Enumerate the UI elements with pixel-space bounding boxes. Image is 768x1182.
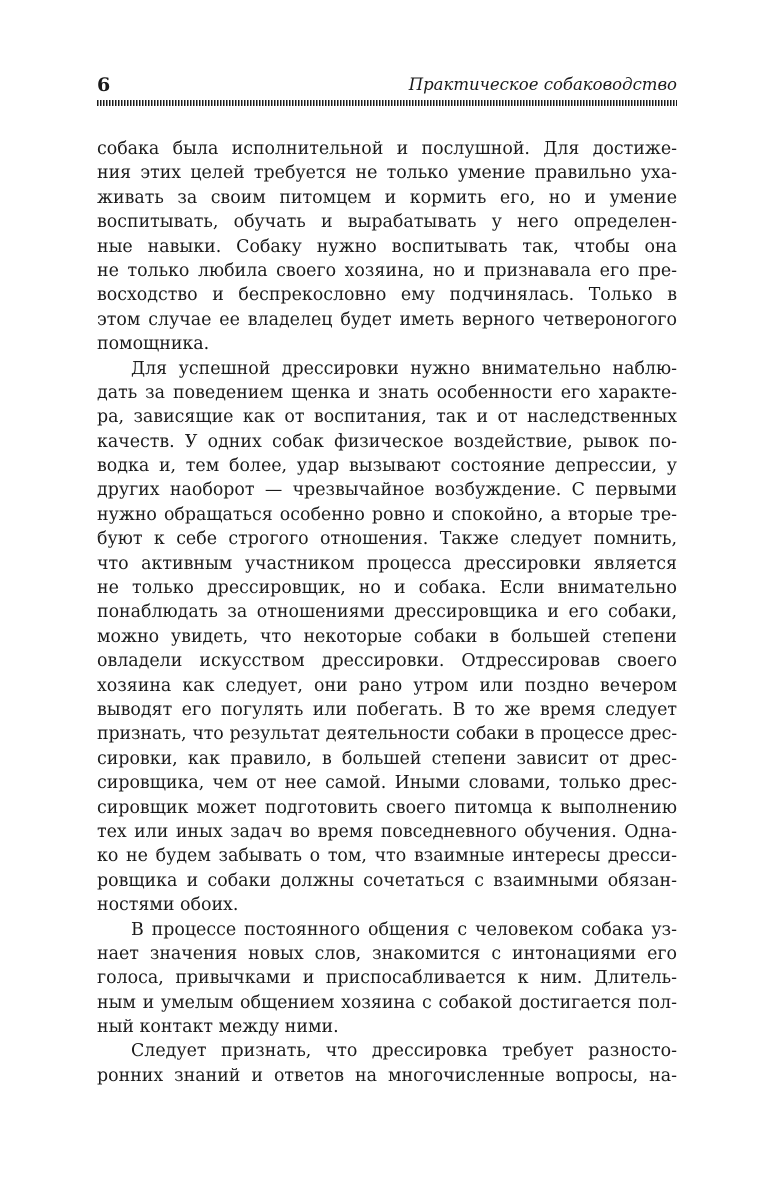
text-line: тех или иных задач во время повседневного обучения. Одна- <box>97 821 677 842</box>
text-line: понаблюдать за отношениями дрессировщика и его собаки, <box>97 602 677 623</box>
page-header <box>97 72 677 100</box>
text-line: выводят его погулять или побегать. В то же время следует <box>97 699 677 720</box>
text-line: ностями обоих. <box>97 895 239 916</box>
text-line: нает значения новых слов, знакомится с интонациями его <box>97 943 677 964</box>
header-rule <box>97 100 677 106</box>
text-line: водка и, тем более, удар вызывают состояние депрессии, у <box>97 456 677 477</box>
text-line: ный контакт между ними. <box>97 1017 339 1038</box>
text-line: ным и умелым общением хозяина с собакой достигается пол- <box>97 992 677 1013</box>
text-line: хозяина как следует, они рано утром или поздно вечером <box>97 675 677 696</box>
text-line: В процессе постоянного общения с человеком собака уз- <box>131 919 677 940</box>
text-line: ния этих целей требуется не только умение правильно уха- <box>97 163 677 184</box>
text-line: ронних знаний и ответов на многочисленные вопросы, на- <box>97 1065 677 1086</box>
text-line: что активным участником процесса дрессировки является <box>97 553 677 574</box>
text-line: не только дрессировщик, но и собака. Если внимательно <box>97 578 677 599</box>
text-line: собака была исполнительной и послушной. Для достиже- <box>97 139 677 159</box>
text-line: этом случае ее владелец будет иметь верного четвероногого <box>97 309 677 330</box>
running-title: Практическое собаководство <box>408 75 677 94</box>
body-text <box>97 137 677 1088</box>
text-line: других наоборот — чрезвычайное возбуждение. С первыми <box>97 480 677 501</box>
text-line: сировщик может подготовить своего питомца к выполнению <box>97 797 677 818</box>
text-line: дать за поведением щенка и знать особенности его характе- <box>97 382 677 403</box>
text-line: Следует признать, что дрессировка требует разносто- <box>131 1041 677 1062</box>
book-page <box>97 72 677 1086</box>
text-line: ко не будем забывать о том, что взаимные интересы дресси- <box>97 846 677 867</box>
text-line: восходство и беспрекословно ему подчинялась. Только в <box>97 285 677 306</box>
page-number: 6 <box>97 74 111 96</box>
text-line: сировщика, чем от нее самой. Иными словами, только дрес- <box>97 773 677 794</box>
text-line: воспитывать, обучать и вырабатывать у него определен- <box>97 212 677 233</box>
text-line: ра, зависящие как от воспитания, так и от наследственных <box>97 407 677 428</box>
text-line: не только любила своего хозяина, но и признавала его пре- <box>97 260 677 281</box>
text-line: голоса, привычками и приспосабливается к ним. Длитель- <box>97 968 677 989</box>
text-line: ные навыки. Собаку нужно воспитывать так, чтобы она <box>97 236 677 257</box>
text-line: нужно обращаться особенно ровно и спокойно, а вторые тре- <box>97 504 677 525</box>
text-line: качеств. У одних собак физическое воздействие, рывок по- <box>97 431 677 452</box>
text-line: Для успешной дрессировки нужно внимательно наблю- <box>131 358 677 379</box>
text-line: ровщика и собаки должны сочетаться с взаимными обязан- <box>97 870 677 891</box>
text-line: помощника. <box>97 334 210 355</box>
text-line: буют к себе строгого отношения. Также следует помнить, <box>97 529 677 550</box>
text-line: признать, что результат деятельности собаки в процессе дрес- <box>97 724 677 745</box>
text-line: сировки, как правило, в большей степени зависит от дрес- <box>97 748 677 769</box>
text-line: овладели искусством дрессировки. Отдрессировав своего <box>97 651 677 672</box>
text-line: можно увидеть, что некоторые собаки в большей степени <box>97 626 677 647</box>
text-line: живать за своим питомцем и кормить его, но и умение <box>97 187 677 208</box>
